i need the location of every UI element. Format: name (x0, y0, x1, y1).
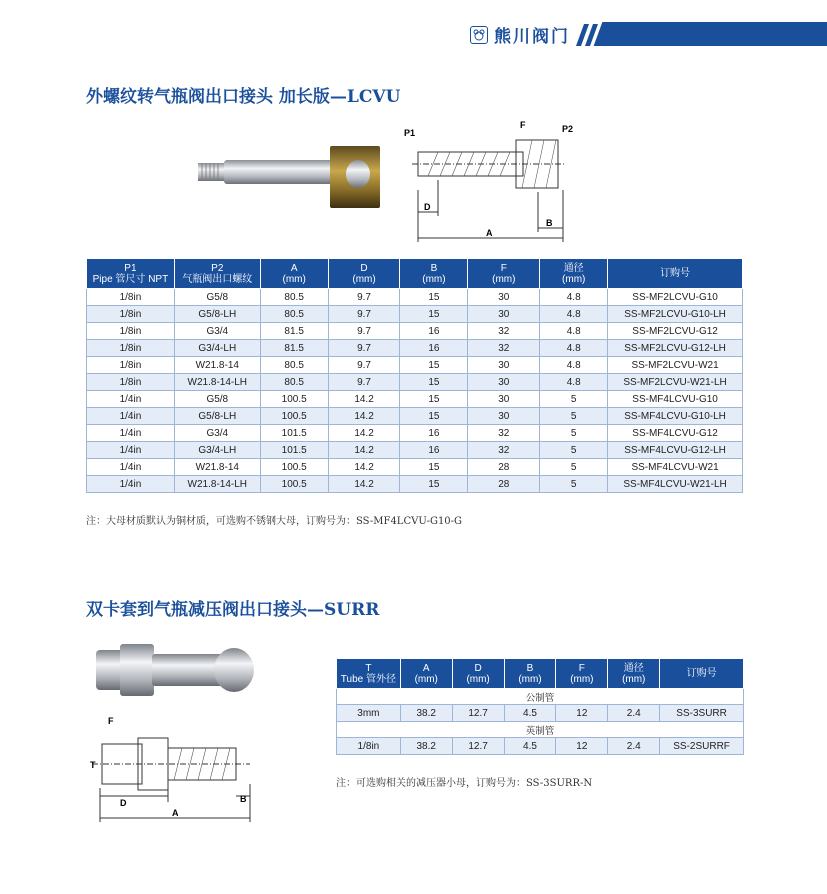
table-cell: G3/4-LH (174, 340, 260, 357)
table-cell: 15 (400, 374, 468, 391)
table-cell: 1/8in (87, 289, 175, 306)
table-cell: 80.5 (260, 289, 328, 306)
table-cell: 4.8 (540, 323, 608, 340)
table-cell: W21.8-14-LH (174, 374, 260, 391)
table-cell: 100.5 (260, 476, 328, 493)
lcvu-spec-table (86, 258, 743, 493)
header-a: A (mm) (260, 259, 328, 289)
table-cell: 1/4in (87, 408, 175, 425)
table-cell: 14.2 (328, 408, 400, 425)
table-cell: 16 (400, 340, 468, 357)
table-cell: 30 (468, 357, 540, 374)
table-cell: SS-MF4LCVU-G12-LH (608, 442, 743, 459)
table-cell: 5 (540, 459, 608, 476)
table-cell: W21.8-14-LH (174, 476, 260, 493)
header-order-no: 订购号 (608, 259, 743, 289)
header-b2: B (mm) (504, 659, 556, 689)
table-cell: 4.8 (540, 289, 608, 306)
table-cell: 32 (468, 442, 540, 459)
table-cell: SS-MF2LCVU-G12 (608, 323, 743, 340)
table-cell: 16 (400, 442, 468, 459)
table-cell: 1/4in (87, 391, 175, 408)
table-cell: 15 (400, 357, 468, 374)
table-cell: SS-MF2LCVU-G12-LH (608, 340, 743, 357)
table-cell: SS-MF2LCVU-G10-LH (608, 306, 743, 323)
table-row: 3mm 38.2 12.7 4.5 12 2.4 SS-3SURR (337, 705, 744, 722)
table-cell: 80.5 (260, 306, 328, 323)
table-row (87, 374, 743, 391)
label-p2: P2 (562, 124, 574, 134)
header-p2: P2 气瓶阀出口螺纹 (174, 259, 260, 289)
table-cell: 9.7 (328, 340, 400, 357)
table-cell: 1/8in (87, 340, 175, 357)
table-cell: 5 (540, 476, 608, 493)
table-cell: 4.8 (540, 340, 608, 357)
table-cell: 101.5 (260, 425, 328, 442)
table-cell: 1/8in (87, 306, 175, 323)
table-cell: 15 (400, 391, 468, 408)
lcvu-technical-drawing (398, 120, 588, 250)
header-t: T Tube 管外径 (337, 659, 401, 689)
table-cell: 15 (400, 408, 468, 425)
table-cell: 14.2 (328, 476, 400, 493)
label-p1: P1 (404, 128, 416, 138)
label-d: D (424, 202, 431, 212)
label-t: T (90, 760, 96, 770)
table-cell: G3/4 (174, 425, 260, 442)
label-f: F (520, 120, 526, 130)
table-row (87, 357, 743, 374)
table-cell: 100.5 (260, 459, 328, 476)
table-cell: SS-MF4LCVU-W21 (608, 459, 743, 476)
table-cell: 28 (468, 476, 540, 493)
label-a: A (486, 228, 493, 238)
label-f2: F (108, 716, 114, 726)
table-row (87, 306, 743, 323)
table-cell: 28 (468, 459, 540, 476)
table-cell: 4.8 (540, 306, 608, 323)
table-cell: 14.2 (328, 459, 400, 476)
table-row (87, 459, 743, 476)
table-cell: G5/8-LH (174, 306, 260, 323)
table-cell: 14.2 (328, 391, 400, 408)
header-d2: D (mm) (452, 659, 504, 689)
table-cell: 30 (468, 408, 540, 425)
table-cell: 30 (468, 374, 540, 391)
section1-title: 外螺纹转气瓶阀出口接头 加长版—LCVU (86, 87, 401, 107)
table-cell: 1/4in (87, 425, 175, 442)
table-cell: 15 (400, 459, 468, 476)
section2-note: 注：可选购相关的减压器小母，订购号为：SS-3SURR-N (336, 778, 593, 789)
table-cell: W21.8-14 (174, 357, 260, 374)
surr-spec-table (336, 658, 744, 755)
table-cell: 100.5 (260, 408, 328, 425)
table-cell: 9.7 (328, 357, 400, 374)
table-cell: SS-MF4LCVU-G10 (608, 391, 743, 408)
table-cell: G5/8 (174, 289, 260, 306)
table-cell: SS-MF4LCVU-G12 (608, 425, 743, 442)
section2-title: 双卡套到气瓶减压阀出口接头—SURR (86, 600, 380, 620)
header-f2: F (mm) (556, 659, 608, 689)
header-a2: A (mm) (400, 659, 452, 689)
table-cell: 5 (540, 391, 608, 408)
table-cell: 1/4in (87, 459, 175, 476)
surr-technical-drawing (90, 714, 265, 824)
table-row (87, 340, 743, 357)
label-b: B (546, 218, 553, 228)
table-cell: 1/8in (87, 323, 175, 340)
table-cell: 30 (468, 306, 540, 323)
brand-name: 熊川阀门 (494, 27, 570, 47)
table-row: 1/8in 38.2 12.7 4.5 12 2.4 SS-2SURRF (337, 738, 744, 755)
table-cell: SS-MF4LCVU-G10-LH (608, 408, 743, 425)
table-cell: 5 (540, 442, 608, 459)
table-row (87, 425, 743, 442)
table-cell: 80.5 (260, 374, 328, 391)
table-cell: 32 (468, 425, 540, 442)
surr-table-header (337, 659, 744, 689)
table-cell: 1/8in (87, 357, 175, 374)
table-cell: 16 (400, 323, 468, 340)
table-row (87, 408, 743, 425)
label-d2: D (120, 798, 127, 808)
table-cell: SS-MF2LCVU-G10 (608, 289, 743, 306)
header-bar (608, 22, 827, 46)
table-cell: 16 (400, 425, 468, 442)
table-row (87, 289, 743, 306)
table-cell: 5 (540, 425, 608, 442)
header-b: B (mm) (400, 259, 468, 289)
table-cell: 9.7 (328, 306, 400, 323)
table-cell: 4.8 (540, 357, 608, 374)
table-cell: 14.2 (328, 425, 400, 442)
table-cell: 81.5 (260, 323, 328, 340)
table-cell: 15 (400, 289, 468, 306)
lcvu-table-header (87, 259, 743, 289)
table-cell: W21.8-14 (174, 459, 260, 476)
surr-product-photo (92, 632, 262, 707)
table-row (87, 391, 743, 408)
table-cell: SS-MF2LCVU-W21-LH (608, 374, 743, 391)
table-cell: 1/8in (87, 374, 175, 391)
table-row (87, 476, 743, 493)
header-bore: 通径 (mm) (540, 259, 608, 289)
group-metric: 公制管 (337, 689, 744, 705)
table-cell: 100.5 (260, 391, 328, 408)
table-cell: G5/8 (174, 391, 260, 408)
header-order-no2: 订购号 (660, 659, 744, 689)
label-a2: A (172, 808, 179, 818)
group-imperial: 英制管 (337, 722, 744, 738)
table-cell: SS-MF2LCVU-W21 (608, 357, 743, 374)
section1-note: 注：大母材质默认为铜材质，可选购不锈钢大母，订购号为：SS-MF4LCVU-G10-G (86, 516, 463, 527)
table-cell: 15 (400, 476, 468, 493)
table-cell: 15 (400, 306, 468, 323)
header-f: F (mm) (468, 259, 540, 289)
table-cell: 32 (468, 340, 540, 357)
table-cell: G5/8-LH (174, 408, 260, 425)
header-bore2: 通径 (mm) (608, 659, 660, 689)
table-cell: G3/4-LH (174, 442, 260, 459)
table-cell: 4.8 (540, 374, 608, 391)
bear-logo-icon (470, 26, 488, 44)
table-cell: 32 (468, 323, 540, 340)
table-cell: 80.5 (260, 357, 328, 374)
table-row (87, 323, 743, 340)
table-cell: G3/4 (174, 323, 260, 340)
table-cell: 30 (468, 289, 540, 306)
brand (470, 22, 607, 47)
table-cell: 1/4in (87, 442, 175, 459)
table-cell: 101.5 (260, 442, 328, 459)
table-cell: SS-MF4LCVU-W21-LH (608, 476, 743, 493)
table-cell: 9.7 (328, 323, 400, 340)
lcvu-product-photo (190, 130, 390, 220)
table-cell: 9.7 (328, 374, 400, 391)
table-cell: 9.7 (328, 289, 400, 306)
table-cell: 1/4in (87, 476, 175, 493)
table-cell: 5 (540, 408, 608, 425)
table-cell: 30 (468, 391, 540, 408)
header-d: D (mm) (328, 259, 400, 289)
table-cell: 81.5 (260, 340, 328, 357)
table-row (87, 442, 743, 459)
table-cell: 14.2 (328, 442, 400, 459)
header-p1: P1 Pipe 管尺寸 NPT (87, 259, 175, 289)
label-b2: B (240, 794, 247, 804)
